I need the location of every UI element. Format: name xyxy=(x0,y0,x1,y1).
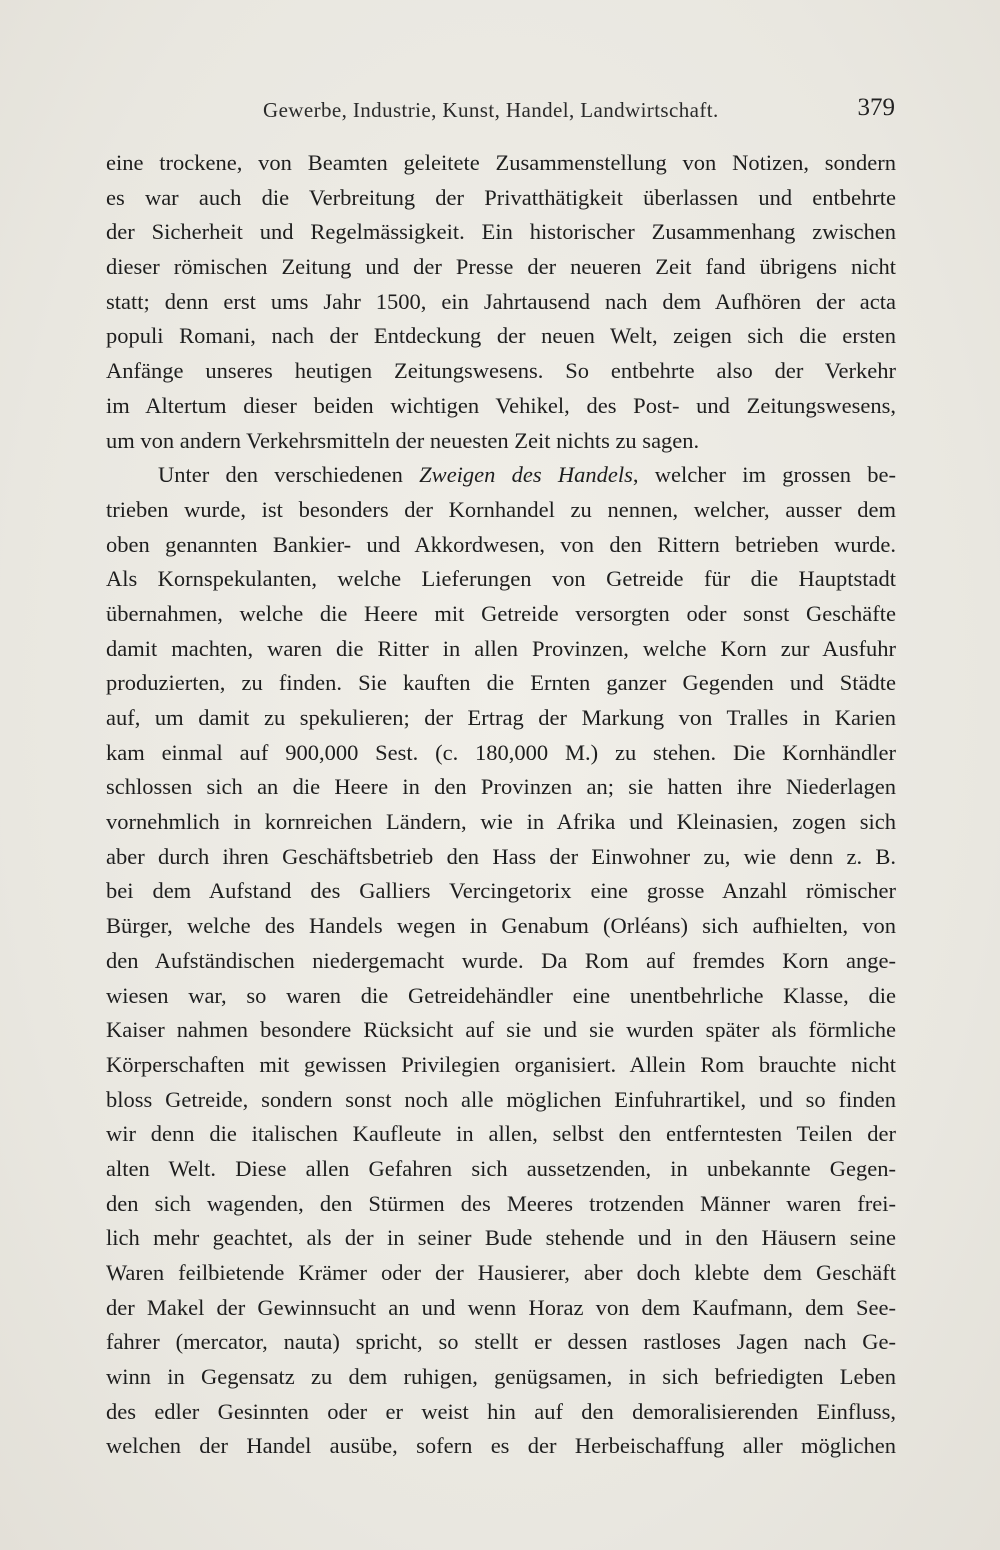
page-header xyxy=(103,92,895,132)
text-line: statt; denn erst ums Jahr 1500, ein Jahrtausend nach dem Aufhören der acta xyxy=(106,288,896,314)
text-line: den sich wagenden, den Stürmen des Meeres trotzenden Männer waren frei- xyxy=(106,1190,896,1216)
text-line: damit machten, waren die Ritter in allen Provinzen, welche Korn zur Ausfuhr xyxy=(106,635,896,661)
text-line: populi Romani, nach der Entdeckung der neuen Welt, zeigen sich die ersten xyxy=(106,323,896,349)
text-line: des edler Gesinnten oder er weist hin auf den demoralisierenden Einfluss, xyxy=(106,1398,896,1424)
text-line: fahrer (mercator, nauta) spricht, so stellt er dessen rastloses Jagen nach Ge- xyxy=(106,1329,896,1355)
text-line: der Sicherheit und Regelmässigkeit. Ein historischer Zusammenhang zwischen xyxy=(106,219,896,245)
text-line: kam einmal auf 900,000 Sest. (c. 180,000 M.) zu stehen. Die Kornhändler xyxy=(106,739,896,765)
text-line: auf, um damit zu spekulieren; der Ertrag der Markung von Tralles in Karien xyxy=(106,705,896,730)
text-line: es war auch die Verbreitung der Privatthätigkeit überlassen und entbehrte xyxy=(106,184,896,210)
body-text xyxy=(106,146,896,1464)
text-line: aber durch ihren Geschäftsbetrieb den Hass der Einwohner zu, wie denn z. B. xyxy=(106,843,896,869)
text-line: den Aufständischen niedergemacht wurde. Da Rom auf fremdes Korn ange- xyxy=(106,947,896,973)
text-line: dieser römischen Zeitung und der Presse der neueren Zeit fand übrigens nicht xyxy=(106,254,896,280)
page-number: 379 xyxy=(857,94,895,121)
text-run: , welcher im grossen be- xyxy=(632,462,896,488)
text-line: im Altertum dieser beiden wichtigen Vehikel, des Post- und Zeitungswesens, xyxy=(106,392,896,418)
text-line: welchen der Handel ausübe, sofern es der Herbeischaffung aller möglichen xyxy=(106,1433,896,1459)
text-line: Körperschaften mit gewissen Privilegien organisiert. Allein Rom brauchte nicht xyxy=(106,1051,896,1077)
text-line: schlossen sich an die Heere in den Provinzen an; sie hatten ihre Niederlagen xyxy=(106,774,896,800)
text-line: um von andern Verkehrsmitteln der neuesten Zeit nichts zu sagen. xyxy=(106,427,700,453)
text-line: lich mehr geachtet, als der in seiner Bude stehende und in den Häusern seine xyxy=(106,1225,896,1251)
running-head: Gewerbe, Industrie, Kunst, Handel, Landwirtschaft. xyxy=(263,98,719,122)
text-line: alten Welt. Diese allen Gefahren sich aussetzenden, in unbekannte Gegen- xyxy=(106,1155,896,1181)
text-line: der Makel der Gewinnsucht an und wenn Horaz von dem Kaufmann, dem See- xyxy=(106,1294,896,1320)
text-line: bloss Getreide, sondern sonst noch alle möglichen Einfuhrartikel, und so finden xyxy=(106,1086,896,1112)
text-line: Waren feilbietende Krämer oder der Hausierer, aber doch klebte dem Geschäft xyxy=(106,1260,896,1285)
text-run: Unter den verschiedenen xyxy=(158,462,420,488)
text-line: bei dem Aufstand des Galliers Vercingetorix eine grosse Anzahl römischer xyxy=(106,878,896,904)
text-line: trieben wurde, ist besonders der Kornhandel zu nennen, welcher, ausser dem xyxy=(106,496,896,522)
text-line: Kaiser nahmen besondere Rücksicht auf sie und sie wurden später als förmliche xyxy=(106,1017,896,1043)
text-line: Anfänge unseres heutigen Zeitungswesens. So entbehrte also der Verkehr xyxy=(106,358,896,384)
text-line: produzierten, zu finden. Sie kauften die Ernten ganzer Gegenden und Städte xyxy=(106,670,896,696)
italic-phrase: Zweigen des Handels xyxy=(419,462,633,488)
text-line: Als Kornspekulanten, welche Lieferungen von Getreide für die Hauptstadt xyxy=(106,566,896,592)
text-line: wir denn die italischen Kaufleute in allen, selbst den entferntesten Teilen der xyxy=(106,1121,896,1147)
text-line: vornehmlich in kornreichen Ländern, wie in Afrika und Kleinasien, zogen sich xyxy=(106,809,896,835)
text-line: übernahmen, welche die Heere mit Getreide versorgten oder sonst Geschäfte xyxy=(106,600,896,626)
text-line: winn in Gegensatz zu dem ruhigen, genügsamen, in sich befriedigten Leben xyxy=(106,1364,896,1390)
text-line: wiesen war, so waren die Getreidehändler eine unentbehrliche Klasse, die xyxy=(106,982,896,1008)
text-line: oben genannten Bankier- und Akkordwesen, von den Rittern betrieben wurde. xyxy=(106,531,896,557)
text-line: eine trockene, von Beamten geleitete Zusammenstellung von Notizen, sondern xyxy=(106,150,896,175)
text-line: Bürger, welche des Handels wegen in Genabum (Orléans) sich aufhielten, von xyxy=(106,913,896,939)
text-line xyxy=(106,458,896,493)
